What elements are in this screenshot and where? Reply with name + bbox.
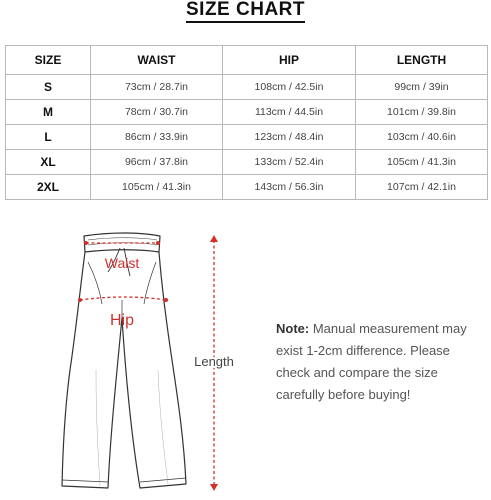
cell-hip: 113cm / 44.5in bbox=[223, 100, 356, 125]
note-label: Note: bbox=[276, 321, 310, 336]
hip-measure-line bbox=[78, 297, 168, 302]
cell-size: M bbox=[6, 100, 91, 125]
cell-waist: 96cm / 37.8in bbox=[91, 150, 223, 175]
table-row bbox=[6, 125, 488, 150]
cell-hip: 123cm / 48.4in bbox=[223, 125, 356, 150]
table-row bbox=[6, 75, 488, 100]
page-title bbox=[0, 0, 491, 30]
cell-length: 107cm / 42.1in bbox=[356, 175, 488, 200]
table-row bbox=[6, 100, 488, 125]
cell-waist: 86cm / 33.9in bbox=[91, 125, 223, 150]
cell-size: XL bbox=[6, 150, 91, 175]
cell-length: 105cm / 41.3in bbox=[356, 150, 488, 175]
pants-diagram bbox=[0, 225, 270, 500]
cell-length: 101cm / 39.8in bbox=[356, 100, 488, 125]
header-length: LENGTH bbox=[356, 46, 488, 75]
cell-hip: 108cm / 42.5in bbox=[223, 75, 356, 100]
size-table bbox=[5, 45, 488, 200]
hip-label: Hip bbox=[109, 312, 135, 329]
cell-waist: 78cm / 30.7in bbox=[91, 100, 223, 125]
cell-hip: 143cm / 56.3in bbox=[223, 175, 356, 200]
waist-label: Waist bbox=[104, 255, 140, 271]
cell-waist: 73cm / 28.7in bbox=[91, 75, 223, 100]
cell-length: 99cm / 39in bbox=[356, 75, 488, 100]
cell-hip: 133cm / 52.4in bbox=[223, 150, 356, 175]
note-text: Manual measurement may exist 1-2cm difference. Please check and compare the size carefully before buying! bbox=[276, 321, 467, 402]
cell-size: 2XL bbox=[6, 175, 91, 200]
header-hip: HIP bbox=[223, 46, 356, 75]
table-row bbox=[6, 150, 488, 175]
cell-size: S bbox=[6, 75, 91, 100]
table-row bbox=[6, 175, 488, 200]
measurement-note bbox=[276, 318, 486, 406]
header-waist: WAIST bbox=[91, 46, 223, 75]
page-title-text: SIZE CHART bbox=[186, 0, 305, 23]
cell-length: 103cm / 40.6in bbox=[356, 125, 488, 150]
pants-outline-icon bbox=[62, 233, 186, 488]
cell-waist: 105cm / 41.3in bbox=[91, 175, 223, 200]
cell-size: L bbox=[6, 125, 91, 150]
length-label: Length bbox=[194, 354, 234, 369]
header-size: SIZE bbox=[6, 46, 91, 75]
table-header-row bbox=[6, 46, 488, 75]
